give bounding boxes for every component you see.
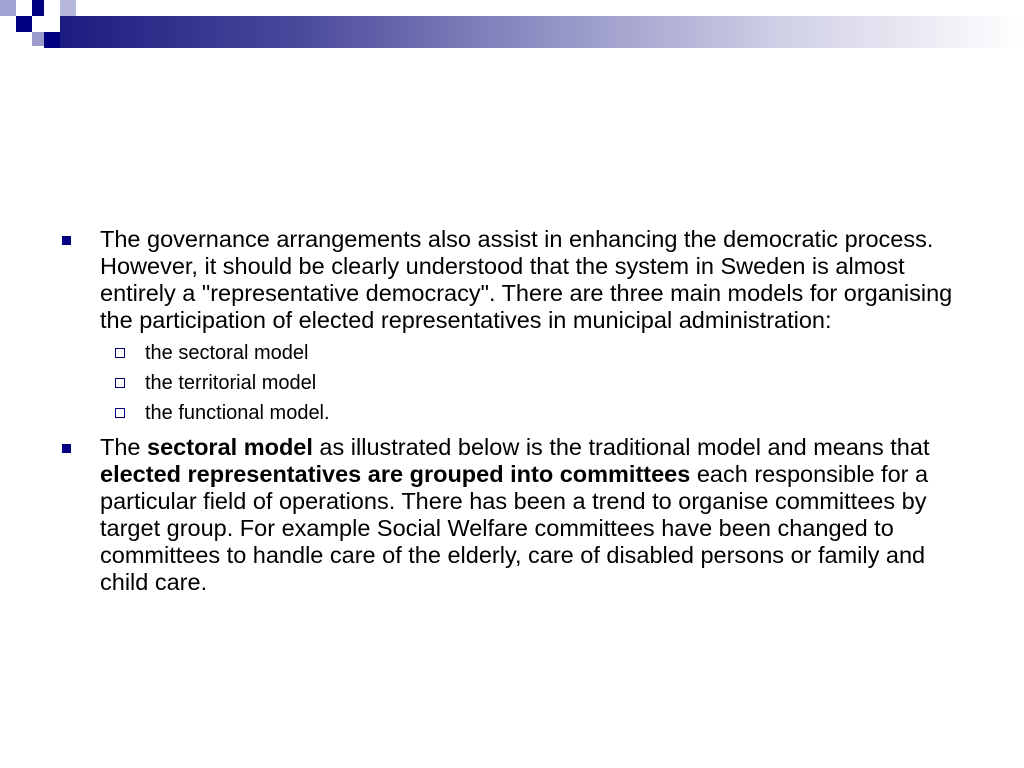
bullet-text-part: as illustrated below is the traditional model and means that — [312, 434, 930, 460]
bullet-text: The governance arrangements also assist in enhancing the democratic process. However, it should be clearly understood that the system in Sweden is almost entirely a "representative democracy". There are three main models for organising the participation of elected representatives in municipal administration: — [100, 226, 953, 333]
bullet-text-part: The — [100, 434, 148, 460]
hollow-square-bullet-icon — [115, 348, 125, 358]
sub-bullet-text: the sectoral model — [145, 342, 309, 364]
decor-square — [60, 0, 76, 16]
slide-body — [62, 226, 972, 600]
sub-bullet-item — [62, 398, 972, 428]
bullet-item-governance — [62, 226, 972, 334]
bullet-text-part: each responsible for a particular field of operations. There has been a trend to organise committees by target group. For example Social Welfare committees have been changed to committees to handle care of the elderly, care of disabled persons or family and child care. — [100, 461, 929, 595]
decor-square — [44, 32, 60, 48]
bold-phrase-committees: elected representatives are grouped into committees — [100, 461, 691, 487]
sub-bullet-item — [62, 368, 972, 398]
decor-square — [44, 16, 60, 32]
sub-bullet-text: the functional model. — [145, 402, 330, 424]
decor-square — [32, 0, 44, 16]
hollow-square-bullet-icon — [115, 378, 125, 388]
model-sublist — [62, 338, 972, 428]
sub-bullet-item — [62, 338, 972, 368]
square-bullet-icon — [62, 236, 71, 245]
hollow-square-bullet-icon — [115, 408, 125, 418]
bold-term-sectoral-model: sectoral model — [147, 434, 313, 460]
decor-square — [0, 32, 16, 44]
header-gradient-bar — [60, 16, 1024, 48]
bullet-item-sectoral — [62, 434, 972, 596]
decor-square — [16, 16, 32, 32]
sub-bullet-text: the territorial model — [145, 372, 317, 394]
decor-square — [0, 0, 16, 16]
square-bullet-icon — [62, 444, 71, 453]
